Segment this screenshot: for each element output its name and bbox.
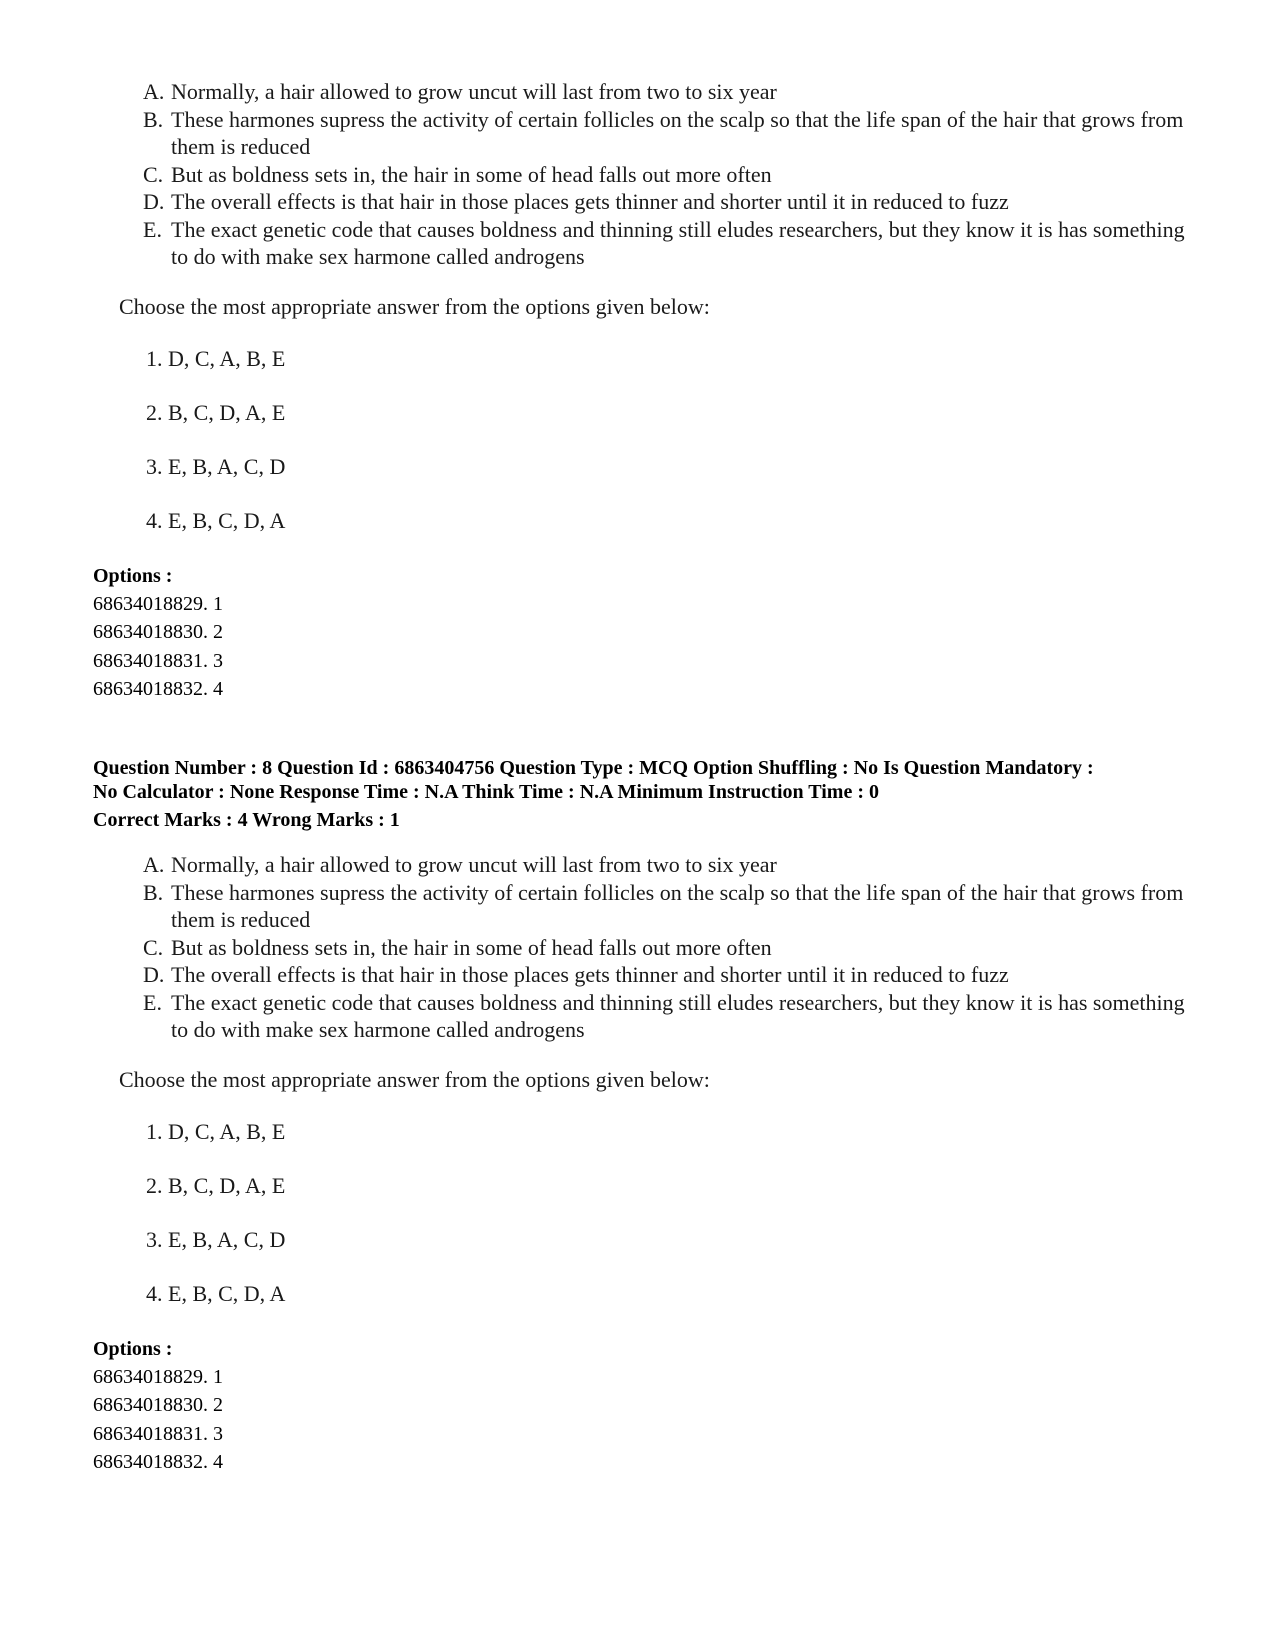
option-id-list	[93, 1363, 1275, 1477]
sentence-letter: B.	[143, 879, 164, 905]
answer-list	[146, 1117, 1275, 1333]
sentence-item	[143, 78, 1193, 106]
instruction-text: Choose the most appropriate answer from the options given below:	[119, 1066, 710, 1092]
sentence-text: Normally, a hair allowed to grow uncut will last from two to six year	[171, 79, 777, 104]
sentence-item	[143, 961, 1193, 989]
sentence-text: But as boldness sets in, the hair in some of head falls out more often	[171, 161, 772, 187]
sentence-item	[143, 879, 1193, 934]
option-id-item: 68634018830. 2	[93, 1394, 223, 1416]
sentence-letter: A.	[143, 852, 165, 877]
sentence-text: These harmones supress the activity of certain follicles on the scalp so that the life span of the hair that grows from them is reduced	[171, 879, 1184, 932]
option-id-item: 68634018829. 1	[93, 592, 223, 615]
sentence-item	[143, 161, 1193, 189]
option-id-item: 68634018829. 1	[93, 1365, 223, 1388]
option-id-item: 68634018832. 4	[93, 1451, 223, 1473]
sentence-text: These harmones supress the activity of certain follicles on the scalp so that the life span of the hair that grows from them is reduced	[171, 106, 1184, 159]
sentence-text: The overall effects is that hair in those places gets thinner and shorter until it in reduced to fuzz	[171, 962, 1009, 987]
sentence-letter: C.	[143, 934, 164, 960]
sentence-letter: A.	[143, 79, 165, 104]
sentence-letter: C.	[143, 161, 164, 187]
option-id-list	[93, 590, 1275, 704]
sentence-letter: E.	[143, 216, 162, 242]
sentence-text: Normally, a hair allowed to grow uncut will last from two to six year	[171, 852, 777, 877]
sentence-text: The exact genetic code that causes boldness and thinning still eludes researchers, but they know it is has something to do with make sex harmone called androgens	[171, 216, 1185, 269]
instruction-text: Choose the most appropriate answer from the options given below:	[119, 293, 710, 319]
answer-item: 4. E, B, C, D, A	[146, 507, 286, 533]
option-id-item: 68634018832. 4	[93, 678, 223, 700]
answer-item: 3. E, B, A, C, D	[146, 1226, 286, 1252]
answer-item: 2. B, C, D, A, E	[146, 1172, 286, 1198]
sentence-item	[143, 989, 1193, 1044]
sentence-text: The overall effects is that hair in those places gets thinner and shorter until it in reduced to fuzz	[171, 189, 1009, 214]
question-header	[93, 756, 1193, 832]
options-label: Options :	[93, 564, 173, 587]
sentence-item	[143, 934, 1193, 962]
sentence-list	[143, 851, 1193, 1044]
question-meta-line-2: No Calculator : None Response Time : N.A Think Time : N.A Minimum Instruction Time : 0	[93, 781, 879, 803]
sentence-text: The exact genetic code that causes boldness and thinning still eludes researchers, but they know it is has something to do with make sex harmone called androgens	[171, 989, 1185, 1042]
option-id-item: 68634018831. 3	[93, 649, 223, 672]
sentence-letter: D.	[143, 189, 165, 214]
option-id-item: 68634018830. 2	[93, 621, 223, 643]
sentence-letter: D.	[143, 962, 165, 987]
question-meta-line-1: Question Number : 8 Question Id : 6863404756 Question Type : MCQ Option Shuffling : No Is Question Mandatory :	[93, 757, 1094, 779]
answer-item: 1. D, C, A, B, E	[146, 345, 286, 371]
question-block-8	[0, 756, 1275, 1477]
sentence-item	[143, 188, 1193, 216]
sentence-letter: B.	[143, 106, 164, 132]
options-label: Options :	[93, 1337, 173, 1360]
sentence-item	[143, 851, 1193, 879]
sentence-item	[143, 106, 1193, 161]
sentence-letter: E.	[143, 989, 162, 1015]
answer-item: 4. E, B, C, D, A	[146, 1280, 286, 1306]
answer-item: 1. D, C, A, B, E	[146, 1118, 286, 1144]
sentence-list	[143, 78, 1193, 271]
option-id-item: 68634018831. 3	[93, 1422, 223, 1445]
question-block-continued	[0, 78, 1275, 704]
sentence-item	[143, 216, 1193, 271]
answer-item: 3. E, B, A, C, D	[146, 453, 286, 479]
question-marks: Correct Marks : 4 Wrong Marks : 1	[93, 809, 400, 831]
answer-item: 2. B, C, D, A, E	[146, 399, 286, 425]
sentence-text: But as boldness sets in, the hair in some of head falls out more often	[171, 934, 772, 960]
answer-list	[146, 344, 1275, 560]
